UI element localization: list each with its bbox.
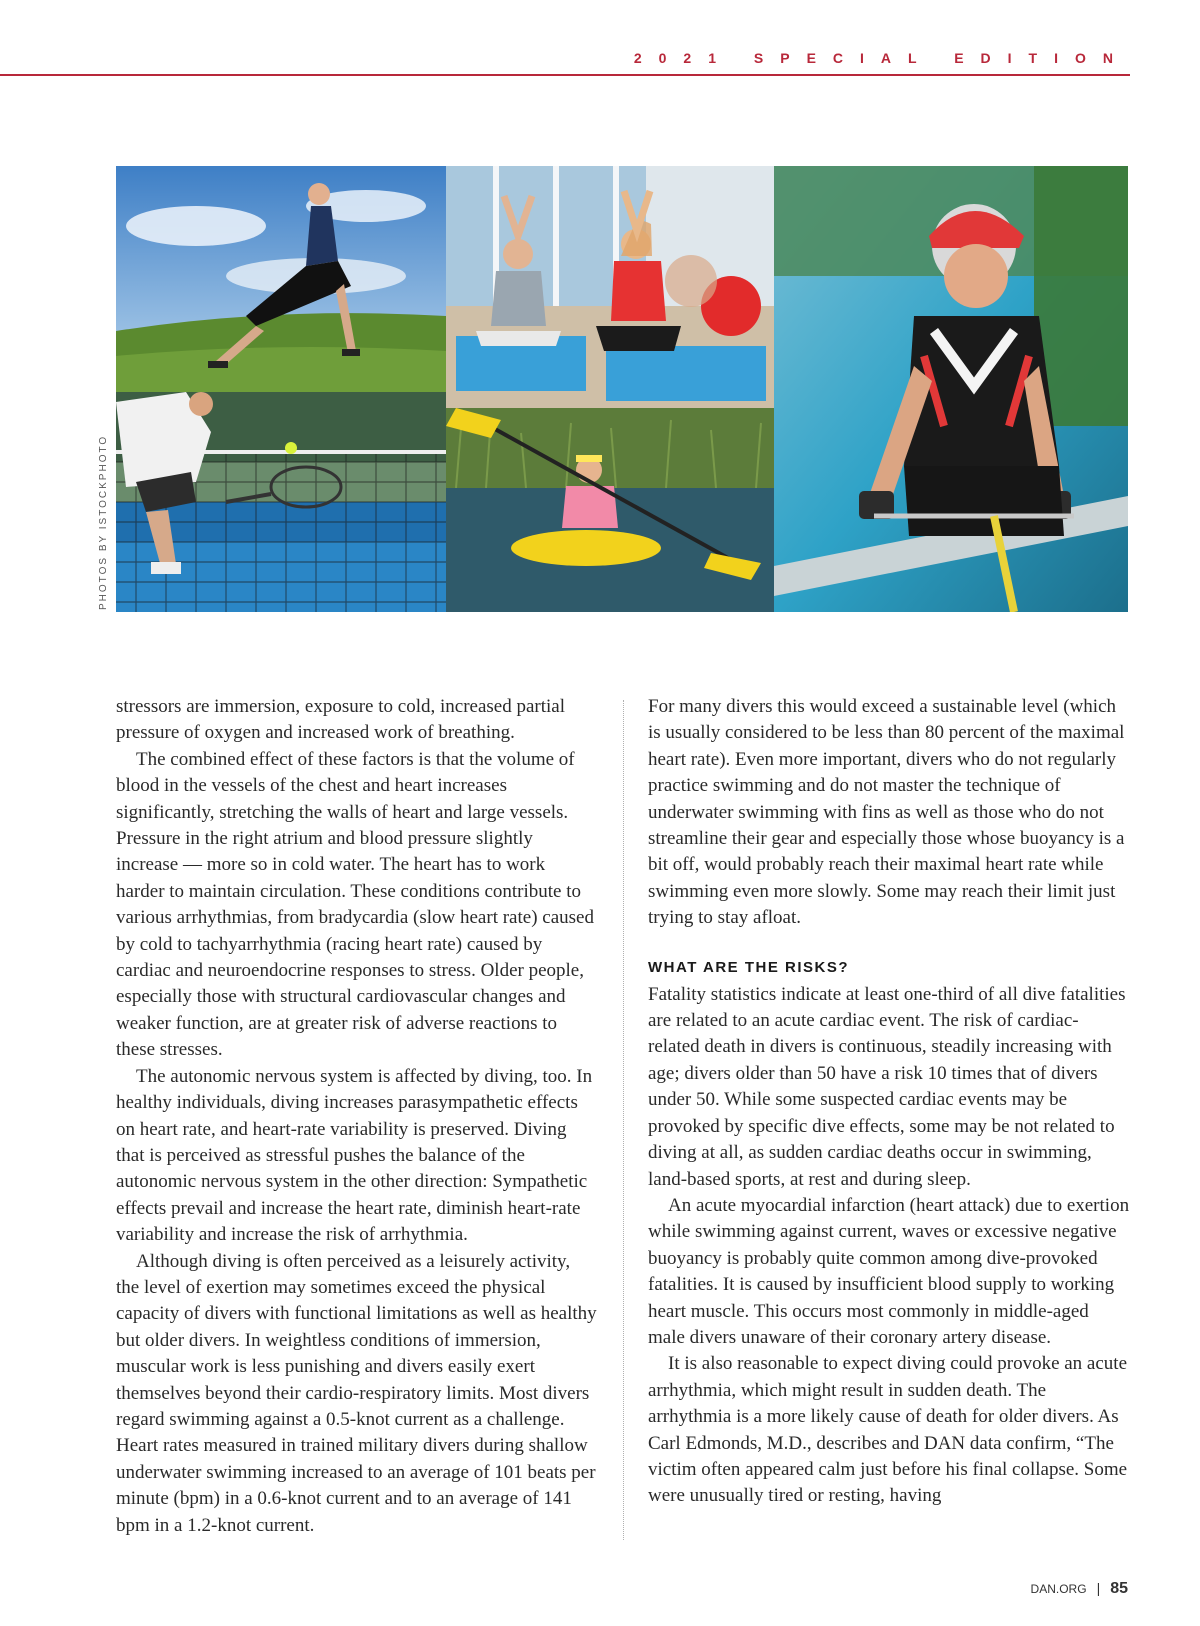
- photo-cyclist: [774, 166, 1128, 612]
- footer-site: DAN.ORG: [1030, 1582, 1087, 1596]
- body-paragraph: Fatality statistics indicate at least one-third of all dive fatalities are related to an acute cardiac event. The risk of cardiac-related death in divers is continuous, steadily increasing with age; divers older than 50 have a risk 10 times that of divers under 50. While some suspected cardiac events may be provoked by specific dive effects, some may be not related to diving at all, as sudden cardiac deaths occur in swimming, land-based sports, at rest and during sleep.: [648, 983, 1126, 1190]
- body-paragraph: The autonomic nervous system is affected by diving, too. In healthy individuals, diving increases parasympathetic effects on heart rate, and heart-rate variability is preserved. Diving that is perceived as stressful pushes the balance of the autonomic nervous system in the other direction: Sympathetic effects prevail and increase the heart rate, diminish heart-rate variability and increase the risk of arrhythmia.: [116, 1065, 593, 1246]
- page-footer: [1031, 1580, 1128, 1598]
- body-paragraph: An acute myocardial infarction (heart attack) due to exertion while swimming against current, waves or excessive negative buoyancy is probably quite common among dive-provoked fatalities. It is caused by insufficient blood supply to working heart muscle. This occurs most commonly in middle-aged male divers unaware of their coronary artery disease.: [648, 1194, 1130, 1348]
- header-rule: [0, 74, 1130, 76]
- photo-tennis: [116, 392, 446, 612]
- article-column-right: [648, 694, 1130, 1510]
- footer-separator: |: [1096, 1580, 1101, 1596]
- column-divider: [623, 700, 624, 1540]
- article-column-left: [116, 694, 598, 1539]
- body-paragraph: stressors are immersion, exposure to cold, increased partial pressure of oxygen and increased work of breathing.: [116, 696, 565, 744]
- body-paragraph: The combined effect of these factors is that the volume of blood in the vessels of the chest and heart increases significantly, stretching the walls of heart and large vessels. Pressure in the right atrium and blood pressure slightly increase — more so in cold water. The heart has to work harder to maintain circulation. These conditions contribute to various arrhythmias, from bradycardia (slow heart rate) caused by cold to tachyarrhythmia (racing heart rate) caused by cardiac and neuroendocrine responses to stress. Older people, especially those with structural cardiovascular changes and weaker function, are at greater risk of adverse reactions to these stresses.: [116, 748, 594, 1061]
- photo-kayak: [446, 408, 774, 612]
- page-number: 85: [1110, 1580, 1128, 1597]
- photo-stretching: [116, 166, 446, 392]
- photo-yoga: [446, 166, 774, 408]
- photo-credit: PHOTOS BY ISTOCKPHOTO: [98, 434, 109, 610]
- photo-collage: [116, 166, 1128, 612]
- body-paragraph: For many divers this would exceed a sustainable level (which is usually considered to be less than 80 percent of the maximal heart rate). Even more important, divers who do not regularly practice swimming and do not master the technique of underwater swimming with fins as well as those who do not streamline their gear and especially those whose buoyancy is a bit off, would probably reach their maximal heart rate while swimming even more slowly. Some may reach their limit just trying to stay afloat.: [648, 696, 1125, 929]
- body-paragraph: It is also reasonable to expect diving could provoke an acute arrhythmia, which might result in sudden death. The arrhythmia is a more likely cause of death for older divers. As Carl Edmonds, M.D., describes and DAN data confirm, “The victim often appeared calm just before his final collapse. Some were unusually tired or resting, having: [648, 1353, 1128, 1507]
- section-heading: WHAT ARE THE RISKS?: [648, 958, 849, 976]
- body-paragraph: Although diving is often perceived as a leisurely activity, the level of exertion may sometimes exceed the physical capacity of divers with functional limitations as well as healthy but older divers. In weightless conditions of immersion, muscular work is less punishing and divers easily exert themselves beyond their cardio-respiratory limits. Most divers regard swimming against a 0.5-knot current as a challenge. Heart rates measured in trained military divers during shallow underwater swimming increased to an average of 101 beats per minute (bpm) in a 0.6-knot current and to an average of 141 bpm in a 1.2-knot current.: [116, 1250, 597, 1536]
- edition-header: 2021 SPECIAL EDITION: [633, 50, 1130, 66]
